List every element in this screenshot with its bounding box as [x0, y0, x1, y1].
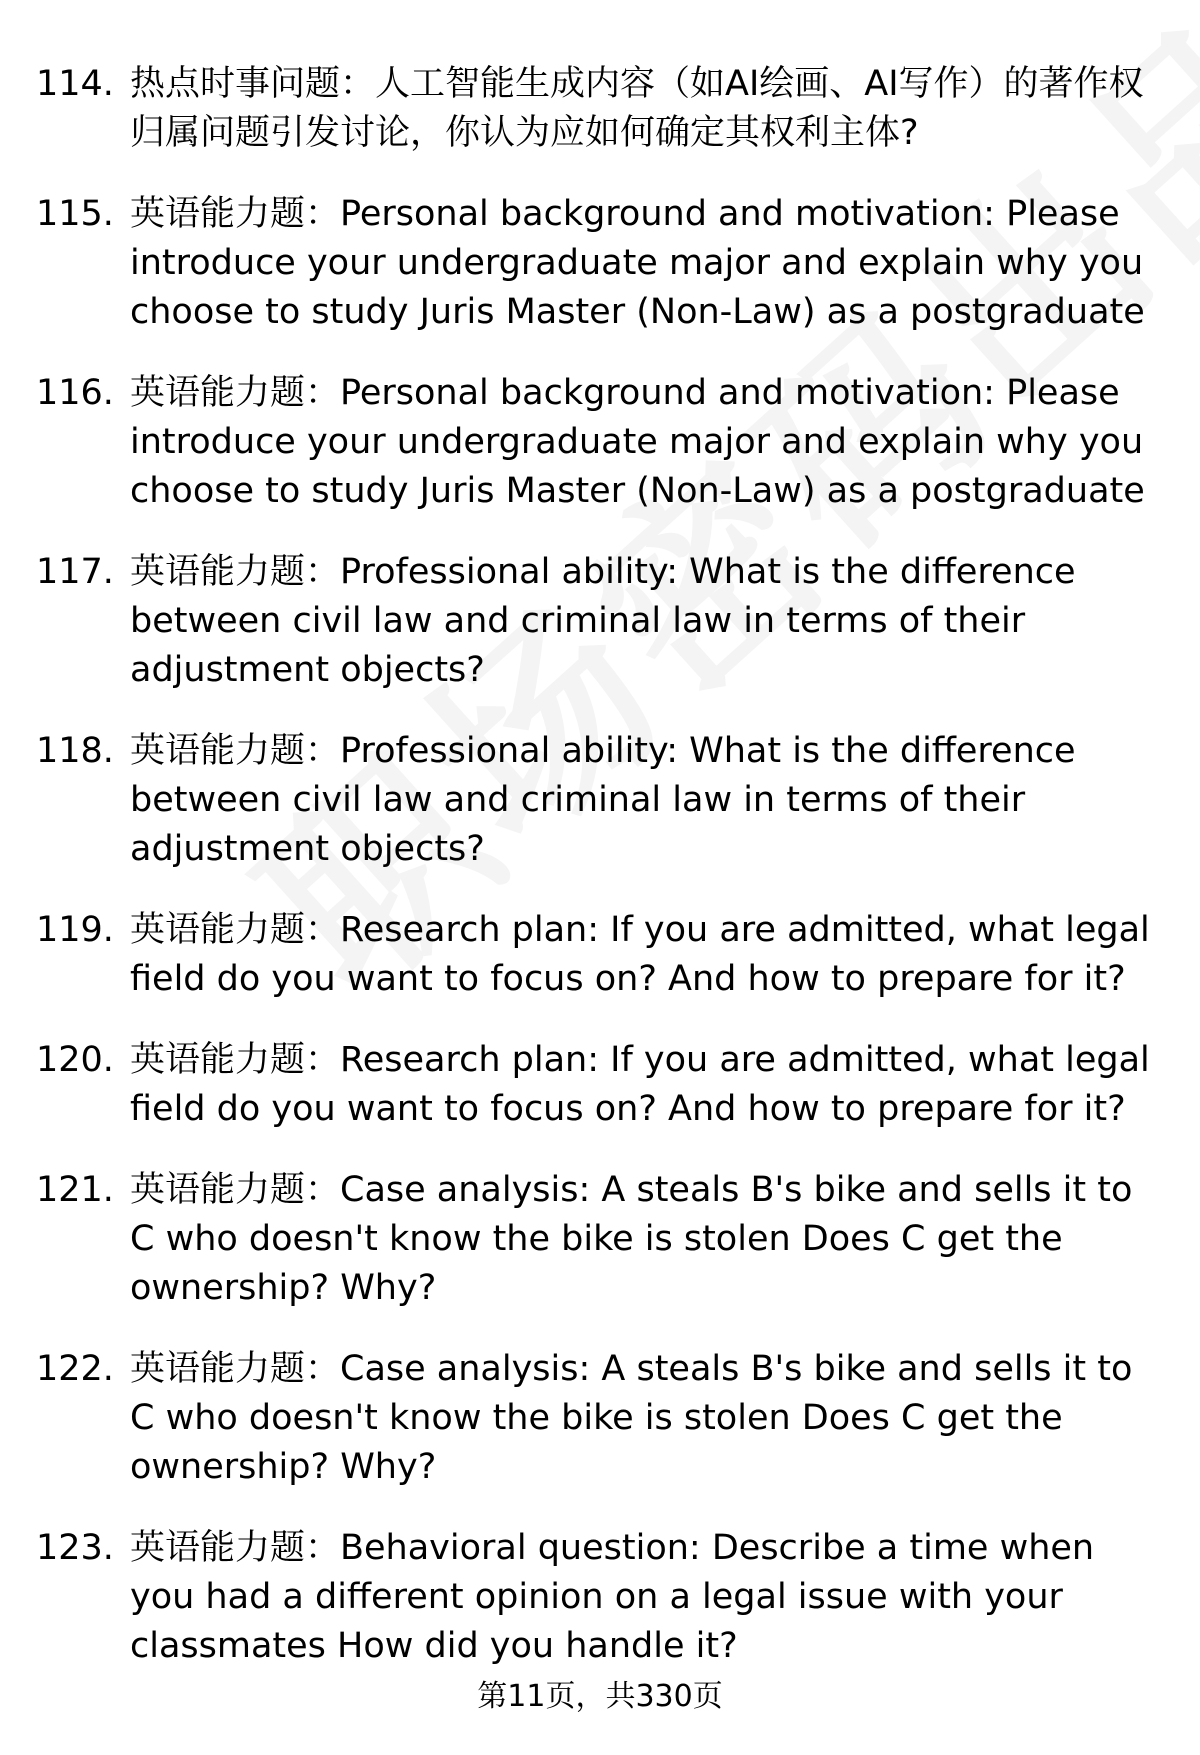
question-number: 116.: [36, 373, 114, 413]
question-number: 119.: [36, 910, 114, 950]
question-number: 118.: [36, 731, 114, 771]
question-item: [36, 190, 1166, 337]
question-number: 117.: [36, 552, 114, 592]
question-item: [36, 548, 1166, 695]
question-number: 122.: [36, 1349, 114, 1389]
question-item: [36, 1166, 1166, 1313]
question-item: [36, 1524, 1166, 1671]
question-number: 114.: [36, 64, 114, 104]
question-text: 热点时事问题：人工智能生成内容（如AI绘画、AI写作）的著作权归属问题引发讨论，你认为应如何确定其权利主体?: [130, 64, 1144, 153]
question-text: 英语能力题：Professional ability: What is the difference between civil law and criminal law in terms of their adjustment objects?: [130, 731, 1076, 869]
question-text: 英语能力题：Personal background and motivation: Please introduce your undergraduate major and explain why you choose to study Juris Master (Non-Law) as a postgraduate: [130, 373, 1145, 511]
question-text: 英语能力题：Case analysis: A steals B's bike and sells it to C who doesn't know the bike is stolen Does C get the ownership? Why?: [130, 1170, 1133, 1308]
question-item: [36, 60, 1166, 158]
question-item: [36, 727, 1166, 874]
question-text: 英语能力题：Personal background and motivation: Please introduce your undergraduate major and explain why you choose to study Juris Master (Non-Law) as a postgraduate: [130, 194, 1145, 332]
question-list: [36, 60, 1166, 1703]
question-text: 英语能力题：Behavioral question: Describe a time when you had a different opinion on a legal issue with your classmates How did you handle it?: [130, 1528, 1095, 1666]
question-number: 123.: [36, 1528, 114, 1568]
page-number-label: 第11页，共330页: [477, 1679, 723, 1714]
question-item: [36, 1345, 1166, 1492]
question-text: 英语能力题：Research plan: If you are admitted, what legal field do you want to focus on? And how to prepare for it?: [130, 1040, 1150, 1129]
question-item: [36, 906, 1166, 1004]
page-footer: [0, 1677, 1200, 1717]
question-number: 121.: [36, 1170, 114, 1210]
question-item: [36, 1036, 1166, 1134]
question-number: 120.: [36, 1040, 114, 1080]
question-text: 英语能力题：Research plan: If you are admitted, what legal field do you want to focus on? And how to prepare for it?: [130, 910, 1150, 999]
question-number: 115.: [36, 194, 114, 234]
question-item: [36, 369, 1166, 516]
question-text: 英语能力题：Case analysis: A steals B's bike and sells it to C who doesn't know the bike is stolen Does C get the ownership? Why?: [130, 1349, 1133, 1487]
question-text: 英语能力题：Professional ability: What is the difference between civil law and criminal law in terms of their adjustment objects?: [130, 552, 1076, 690]
